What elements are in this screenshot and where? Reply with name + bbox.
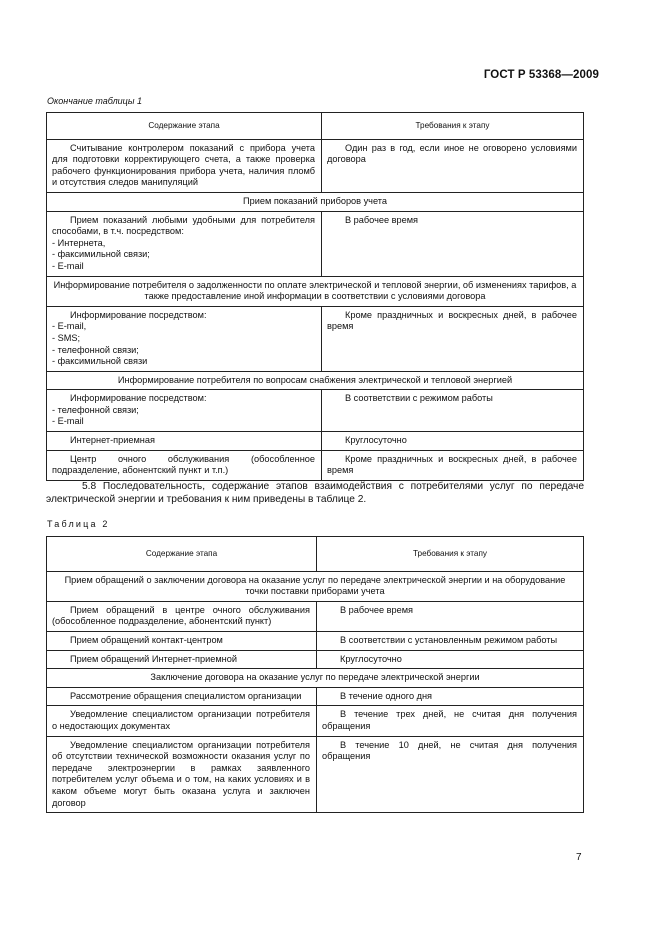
list-item: - факсимильной связи [52, 356, 148, 367]
requirement-text: В соответствии с режимом работы [345, 393, 493, 404]
requirement-text: В течение одного дня [340, 690, 433, 701]
section-row [47, 192, 584, 211]
column-header-stage: Содержание этапа [47, 113, 322, 140]
table2-header-row [47, 537, 584, 572]
list-item: - факсимильной связи; [52, 249, 150, 260]
table-1 [46, 112, 584, 481]
column-header-requirements: Требования к этапу [322, 113, 584, 140]
stage-text: Интернет-приемная [70, 435, 155, 446]
paragraph-5-8 [46, 480, 584, 507]
table-row [47, 390, 584, 432]
section-row [47, 276, 584, 306]
list-item: - Интернета, [52, 237, 106, 248]
section-title: Прием обращений о заключении договора на оказание услуг по передаче электрической энергии и на оборудование точки поставки приборами учета [47, 571, 584, 601]
requirement-text: Кроме праздничных и воскресных дней, в рабочее время [327, 309, 577, 332]
table-row [47, 650, 584, 669]
section-title: Прием показаний приборов учета [47, 192, 584, 211]
page-number: 7 [576, 852, 582, 863]
stage-text: Рассмотрение обращения специалистом организации [70, 690, 302, 701]
table-row [47, 736, 584, 813]
section-row [47, 571, 584, 601]
section-row [47, 371, 584, 390]
requirement-text: Круглосуточно [340, 653, 402, 664]
table-row [47, 631, 584, 650]
paragraph-text: 5.8 Последовательность, содержание этапов взаимодействия с потребителями услуг по передаче электрической энергии и требования к ним приведены в таблице 2. [46, 481, 584, 506]
list-item: - телефонной связи; [52, 404, 139, 415]
table-row [47, 432, 584, 451]
table-row [47, 450, 584, 480]
list-item: - SMS; [52, 332, 81, 343]
stage-text: Информирование посредством: [70, 309, 207, 320]
stage-text: Информирование посредством: [70, 393, 207, 404]
stage-text: Уведомление специалистом организации потребителя об отсутствии технической возможности оказания услуг по передаче электроэнергии в рамках заявленного потребителем услуг объема и о том, на каких условиях и в каком объеме могут быть оказана услуга и заключен договор [52, 739, 310, 808]
table1-continuation-label: Окончание таблицы 1 [47, 96, 142, 106]
section-title: Информирование потребителя о задолженности по оплате электрической и тепловой энергии, об изменениях тарифов, а также предоставление иной информации в соответствии с условиями договора [47, 276, 584, 306]
list-item: - телефонной связи; [52, 344, 139, 355]
section-title: Заключение договора на оказание услуг по передаче электрической энергии [47, 669, 584, 688]
table-row [47, 211, 584, 276]
stage-text: Центр очного обслуживания (обособленное подразделение, абонентский пункт и т.п.) [52, 453, 315, 476]
table-2 [46, 536, 584, 813]
table-row [47, 139, 584, 192]
table-row [47, 306, 584, 371]
requirement-text: Круглосуточно [345, 435, 407, 446]
section-row [47, 669, 584, 688]
requirement-text: В соответствии с установленным режимом работы [340, 634, 558, 645]
requirement-text: В рабочее время [345, 214, 419, 225]
list-item: - E-mail, [52, 321, 87, 332]
table1-header-row [47, 113, 584, 140]
stage-text: Уведомление специалистом организации потребителя о недостающих документах [52, 709, 310, 731]
requirement-text: В течение трех дней, не считая дня получения обращения [322, 709, 577, 731]
section-title: Информирование потребителя по вопросам снабжения электрической и тепловой энергией [47, 371, 584, 390]
stage-text: Считывание контролером показаний с прибора учета для подготовки корректирующего счета, а также проверка рабочего функционирования прибора учета, наличия пломб и отсутствия следов манипуляций [52, 142, 315, 188]
column-header-requirements: Требования к этапу [317, 537, 584, 572]
list-item: - E-mail [52, 416, 84, 427]
column-header-stage: Содержание этапа [47, 537, 317, 572]
standard-code: ГОСТ Р 53368—2009 [483, 69, 599, 81]
stage-text: Прием обращений в центре очного обслуживания (обособленное подразделение, абонентский пункт) [52, 604, 310, 627]
requirement-text: В течение 10 дней, не считая дня получения обращения [322, 739, 577, 762]
table2-label: Таблица 2 [47, 519, 110, 529]
stage-text: Прием обращений контакт-центром [70, 634, 223, 645]
stage-text: Прием обращений Интернет-приемной [70, 653, 237, 664]
requirement-text: В рабочее время [340, 604, 414, 615]
stage-text: Прием показаний любыми удобными для потребителя способами, в т.ч. посредством: [52, 214, 315, 237]
requirement-text: Один раз в год, если иное не оговорено условиями договора [327, 142, 577, 165]
list-item: - E-mail [52, 260, 84, 271]
requirement-text: Кроме праздничных и воскресных дней, в рабочее время [327, 453, 577, 476]
table-row [47, 706, 584, 736]
table-row [47, 687, 584, 706]
table-row [47, 601, 584, 631]
